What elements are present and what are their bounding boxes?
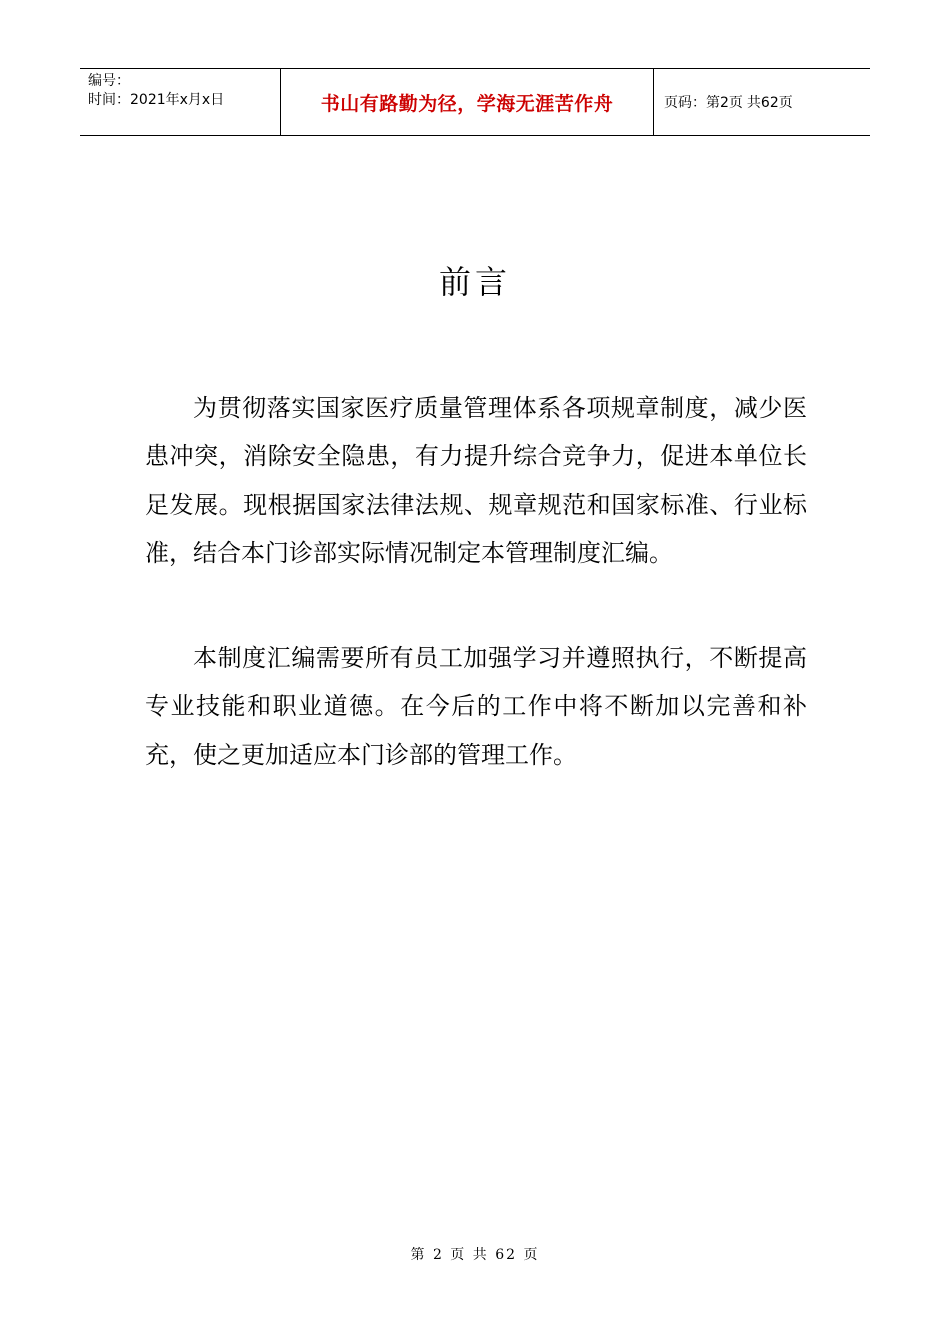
header-meta: [80, 69, 281, 135]
header-page-info: [654, 69, 870, 135]
page-header: [80, 68, 870, 136]
page-footer: 第 2 页 共 62 页: [410, 1247, 540, 1263]
header-page-number: 页码：第2页: [664, 95, 743, 111]
page-title: 前言: [438, 263, 511, 301]
header-motto: 书山有路勤为径，学海无涯苦作舟: [281, 69, 654, 135]
serial-number-label: 编号：: [88, 73, 130, 89]
body-paragraph-2: 本制度汇编需要所有员工加强学习并遵照执行，不断提高专业技能和职业道德。在今后的工作中将不断加以完善和补充，使之更加适应本门诊部的管理工作。: [145, 644, 807, 769]
body-paragraph-1: 为贯彻落实国家医疗质量管理体系各项规章制度，减少医患冲突，消除安全隐患，有力提升综合竞争力，促进本单位长足发展。现根据国家法律法规、规章规范和国家标准、行业标准，结合本门诊部实际情况制定本管理制度汇编。: [145, 394, 807, 568]
header-page-total: 共62页: [746, 95, 793, 111]
date-label: 时间：2021年x月x日: [88, 92, 225, 108]
